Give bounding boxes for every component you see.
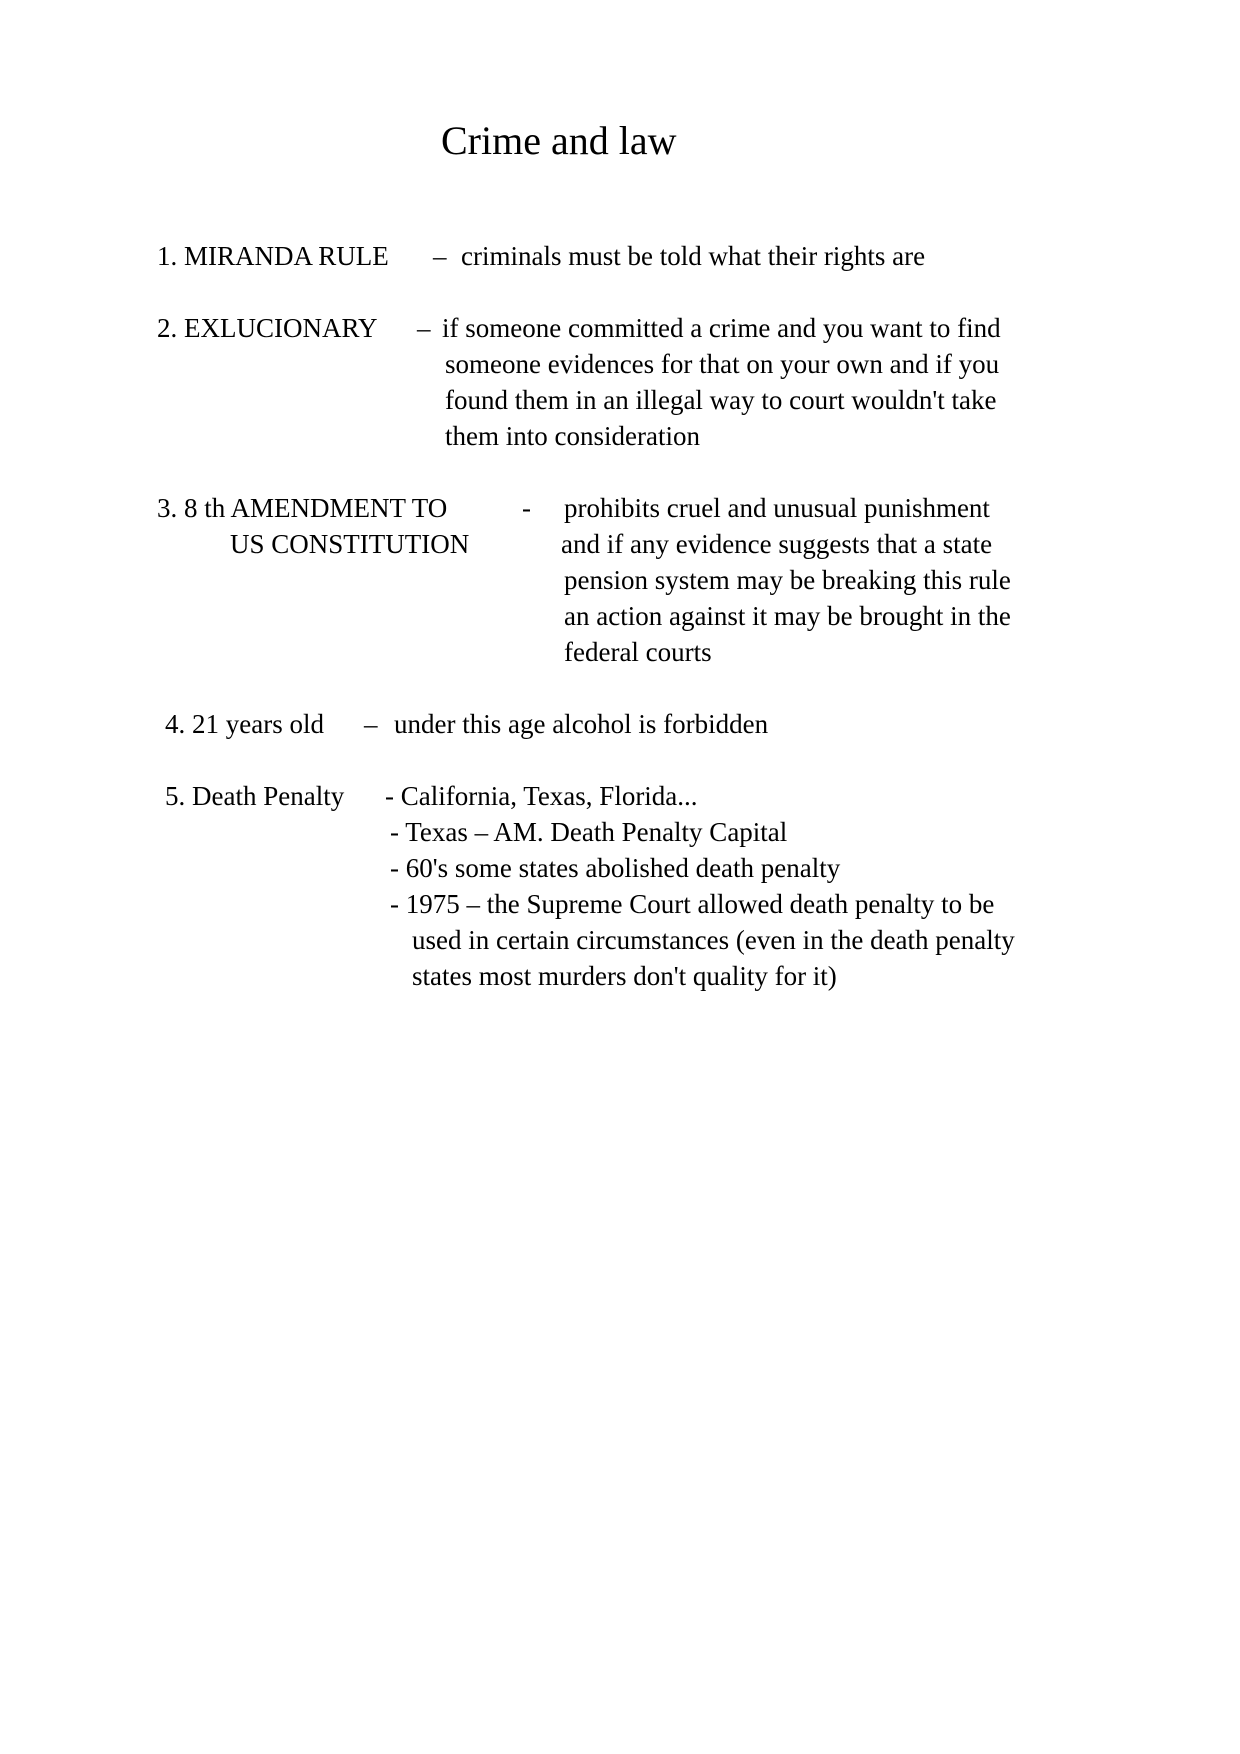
item-3-label-line-1: 3. 8 th AMENDMENT TO bbox=[157, 493, 448, 523]
item-1-text: criminals must be told what their rights are bbox=[461, 241, 926, 271]
item-5-label: 5. Death Penalty bbox=[165, 781, 345, 811]
item-3-text-line-5: federal courts bbox=[564, 637, 712, 667]
item-5-bullet-2: - Texas – AM. Death Penalty Capital bbox=[390, 817, 788, 847]
item-2-text-line-1: if someone committed a crime and you want to find bbox=[442, 313, 1001, 343]
item-4-label: 4. 21 years old bbox=[165, 709, 324, 739]
item-5-continuation-line-2: states most murders don't quality for it) bbox=[412, 961, 837, 991]
item-5-bullet-4: - 1975 – the Supreme Court allowed death penalty to be bbox=[390, 889, 995, 919]
item-5-bullet-3: - 60's some states abolished death penalty bbox=[390, 853, 841, 883]
item-3-dash: - bbox=[522, 493, 531, 523]
item-2-dash: – bbox=[417, 313, 431, 343]
item-4-text: under this age alcohol is forbidden bbox=[394, 709, 769, 739]
item-2-label: 2. EXLUCIONARY bbox=[157, 313, 378, 343]
item-2-text-line-3: found them in an illegal way to court wouldn't take bbox=[445, 385, 997, 415]
item-1-label: 1. MIRANDA RULE bbox=[157, 241, 389, 271]
item-3-text-line-4: an action against it may be brought in the bbox=[564, 601, 1011, 631]
item-4-dash: – bbox=[364, 709, 378, 739]
item-2-text-line-4: them into consideration bbox=[445, 421, 700, 451]
page-title: Crime and law bbox=[441, 118, 677, 163]
item-3-text-line-1: prohibits cruel and unusual punishment bbox=[564, 493, 990, 523]
item-3-label-line-2: US CONSTITUTION bbox=[230, 529, 470, 559]
item-5-bullet-1: - California, Texas, Florida... bbox=[385, 781, 698, 811]
item-3-text-line-2: and if any evidence suggests that a state bbox=[561, 529, 993, 559]
item-2-text-line-2: someone evidences for that on your own and if you bbox=[445, 349, 1000, 379]
item-5-continuation-line-1: used in certain circumstances (even in the death penalty bbox=[412, 925, 1015, 955]
item-3-text-line-3: pension system may be breaking this rule bbox=[564, 565, 1011, 595]
item-1-dash: – bbox=[433, 241, 447, 271]
